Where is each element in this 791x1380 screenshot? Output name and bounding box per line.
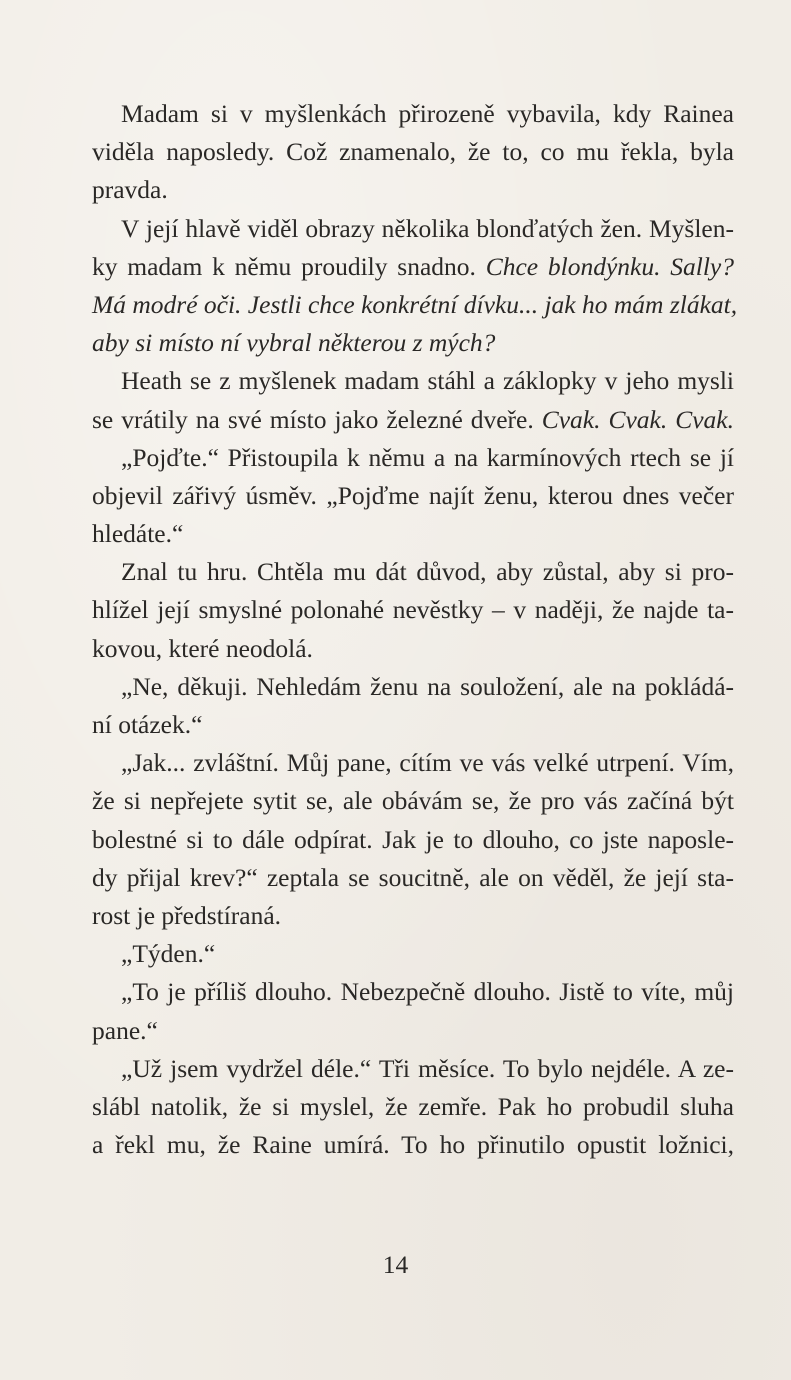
text-line bbox=[92, 553, 734, 591]
italic-text-run: aby si místo ní vybral některou z mých? bbox=[92, 328, 496, 358]
text-run: ní otázek.“ bbox=[92, 710, 203, 739]
text-line bbox=[92, 897, 734, 935]
text-line bbox=[92, 935, 734, 973]
text-run: že si nepřejete sytit se, ale obávám se, že pro vás začíná být bbox=[92, 786, 734, 816]
text-line bbox=[92, 859, 734, 897]
italic-text-run: Cvak. Cvak. Cvak. bbox=[541, 404, 735, 434]
text-run: „Týden.“ bbox=[121, 939, 216, 969]
text-line bbox=[92, 248, 734, 286]
text-run: Znal tu hru. Chtěla mu dát důvod, aby zůstal, aby si pro- bbox=[121, 557, 734, 587]
text-run: „Ne, děkuji. Nehledám ženu na souložení, ale na pokládá- bbox=[121, 671, 734, 701]
text-line bbox=[92, 1050, 734, 1088]
text-line bbox=[92, 362, 734, 400]
text-line bbox=[92, 706, 734, 744]
text-run: „To je příliš dlouho. Nebezpečně dlouho. Jistě to víte, můj bbox=[121, 977, 734, 1007]
text-line bbox=[92, 630, 734, 668]
text-run: a řekl mu, že Raine umírá. To ho přinutilo opustit ložnici, bbox=[92, 1130, 734, 1160]
text-line bbox=[92, 210, 734, 248]
text-run: hlížel její smyslné polonahé nevěstky – v naději, že najde ta- bbox=[92, 595, 734, 625]
text-line bbox=[92, 973, 734, 1011]
text-run: V její hlavě viděl obrazy několika blonďatých žen. Myšlen- bbox=[121, 213, 734, 243]
text-line bbox=[92, 782, 734, 820]
text-line bbox=[92, 324, 734, 362]
text-line bbox=[92, 133, 734, 171]
text-run: Madam si v myšlenkách přirozeně vybavila, kdy Rainea bbox=[121, 99, 734, 128]
text-line bbox=[92, 286, 738, 324]
text-run: objevil zářivý úsměv. „Pojďme najít ženu, kterou dnes večer bbox=[92, 480, 734, 510]
page-number: 14 bbox=[382, 1250, 409, 1279]
text-run: slábl natolik, že si myslel, že zemře. Pak ho probudil sluha bbox=[92, 1091, 734, 1121]
text-run: kovou, které neodolá. bbox=[92, 633, 313, 663]
text-line bbox=[92, 95, 734, 133]
text-line bbox=[92, 668, 734, 706]
text-line bbox=[92, 439, 734, 477]
text-run: bolestné si to dále odpírat. Jak je to dlouho, co jste naposle- bbox=[92, 824, 734, 854]
text-run: ky madam k němu proudily snadno. bbox=[92, 251, 486, 281]
text-line bbox=[92, 477, 734, 515]
text-run: „Pojďte.“ Přistoupila k němu a na karmínových rtech se jí bbox=[121, 442, 734, 472]
text-run: rost je předstíraná. bbox=[92, 900, 282, 930]
text-line bbox=[92, 1126, 734, 1164]
text-run: dy přijal krev?“ zeptala se soucitně, ale on věděl, že její sta- bbox=[92, 862, 734, 892]
text-run: „Už jsem vydržel déle.“ Tři měsíce. To bylo nejdéle. A ze- bbox=[121, 1053, 734, 1083]
text-line bbox=[92, 821, 734, 859]
text-run: pravda. bbox=[92, 175, 168, 205]
text-line bbox=[92, 515, 734, 553]
text-line bbox=[92, 401, 734, 439]
text-run: hledáte.“ bbox=[92, 519, 184, 549]
book-page-text bbox=[92, 95, 738, 1164]
text-line bbox=[92, 171, 734, 209]
text-run: pane.“ bbox=[92, 1015, 158, 1045]
text-line bbox=[92, 1012, 734, 1050]
italic-text-run: Chce blondýnku. Sally? bbox=[485, 251, 734, 281]
text-line bbox=[92, 1088, 734, 1126]
text-line bbox=[92, 744, 734, 782]
text-run: Heath se z myšlenek madam stáhl a záklopky v jeho mysli bbox=[121, 366, 734, 396]
text-run: viděla naposledy. Což znamenalo, že to, co mu řekla, byla bbox=[92, 137, 734, 167]
text-run: „Jak... zvláštní. Můj pane, cítím ve vás velké utrpení. Vím, bbox=[121, 748, 734, 778]
text-line bbox=[92, 591, 734, 629]
italic-text-run: Má modré oči. Jestli chce konkrétní dívku... jak ho mám zlákat, bbox=[92, 289, 738, 319]
text-run: se vrátily na své místo jako železné dveře. bbox=[92, 404, 542, 434]
